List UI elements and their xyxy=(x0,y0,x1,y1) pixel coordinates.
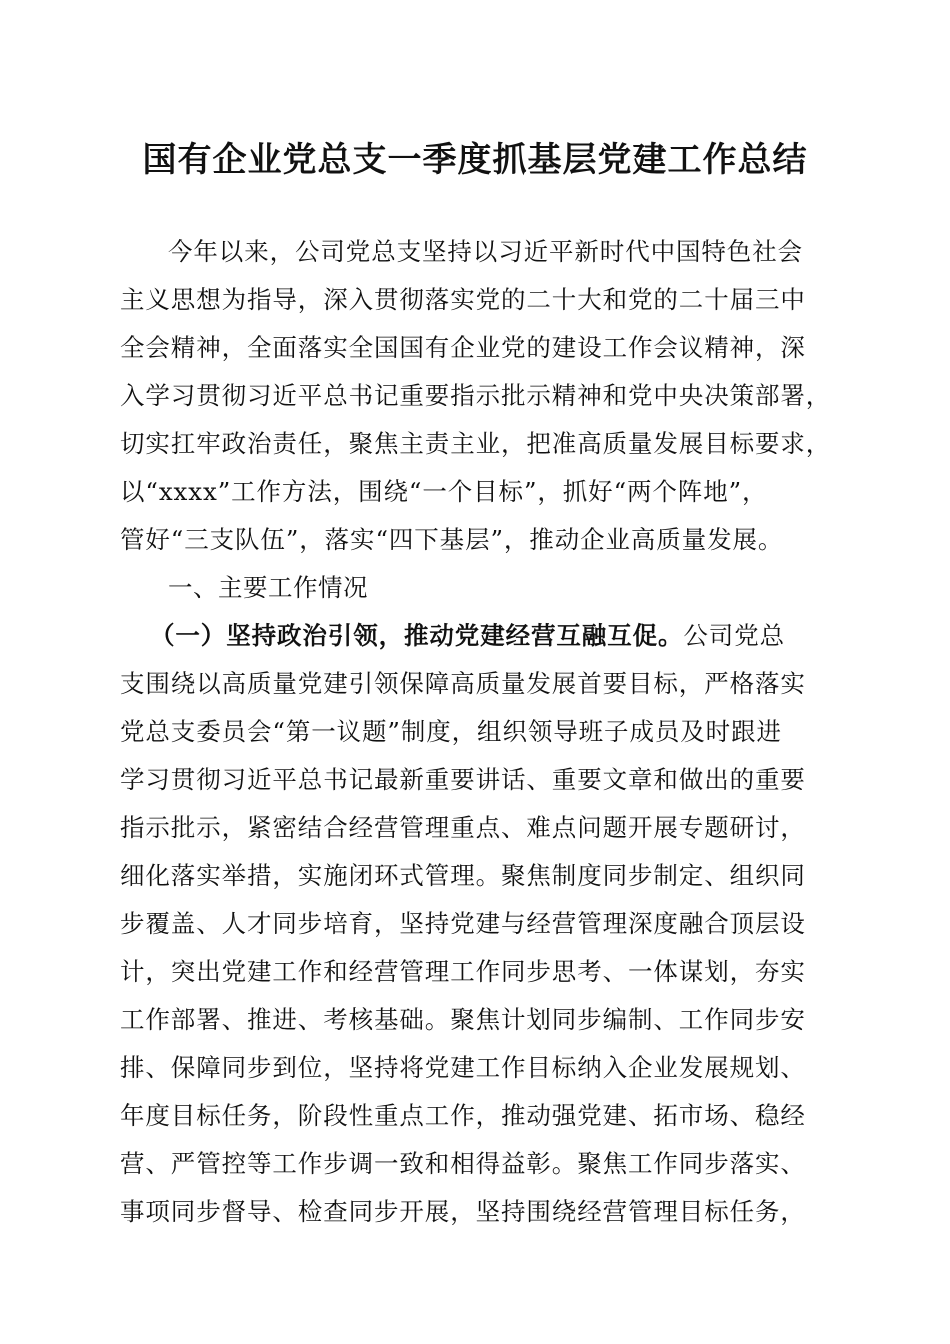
body-line: 工作部署、推进、考核基础。聚焦计划同步编制、工作同步安 xyxy=(120,1005,806,1034)
body-line: 营、严管控等工作步调一致和相得益彰。聚焦工作同步落实、 xyxy=(120,1149,806,1178)
intro-line: 以“xxxx”工作方法，围绕“一个目标”，抓好“两个阵地”， xyxy=(120,477,768,506)
intro-line: 入学习贯彻习近平总书记重要指示批示精神和党中央决策部署， xyxy=(120,381,832,410)
body-line: 事项同步督导、检查同步开展，坚持围绕经营管理目标任务， xyxy=(120,1197,806,1226)
intro-line: 今年以来，公司党总支坚持以习近平新时代中国特色社会 xyxy=(168,237,803,266)
body-line: 计，突出党建工作和经营管理工作同步思考、一体谋划，夯实 xyxy=(120,957,806,986)
intro-line: 主义思想为指导，深入贯彻落实党的二十大和党的二十届三中 xyxy=(120,285,806,314)
subsection-text: 公司党总 xyxy=(683,621,786,650)
intro-line: 管好“三支队伍”，落实“四下基层”，推动企业高质量发展。 xyxy=(120,525,784,554)
document-title: 国有企业党总支一季度抓基层党建工作总结 xyxy=(142,140,808,180)
intro-line: 切实扛牢政治责任，聚焦主责主业，把准高质量发展目标要求， xyxy=(120,429,832,458)
body-line: 年度目标任务，阶段性重点工作，推动强党建、拓市场、稳经 xyxy=(120,1101,806,1130)
body-line: 细化落实举措，实施闭环式管理。聚焦制度同步制定、组织同 xyxy=(120,861,806,890)
subsection-first-line xyxy=(150,621,832,651)
body-line: 学习贯彻习近平总书记最新重要讲话、重要文章和做出的重要 xyxy=(120,765,806,794)
subsection-heading: （一）坚持政治引领，推动党建经营互融互促。 xyxy=(150,621,684,650)
body-line: 指示批示，紧密结合经营管理重点、难点问题开展专题研讨， xyxy=(120,813,806,842)
body-line: 排、保障同步到位，坚持将党建工作目标纳入企业发展规划、 xyxy=(120,1053,806,1082)
body-line: 步覆盖、人才同步培育，坚持党建与经营管理深度融合顶层设 xyxy=(120,909,806,938)
section-heading: 一、主要工作情况 xyxy=(168,573,368,602)
body-line: 党总支委员会“第一议题”制度，组织领导班子成员及时跟进 xyxy=(120,717,782,746)
body-line: 支围绕以高质量党建引领保障高质量发展首要目标，严格落实 xyxy=(120,669,806,698)
intro-line: 全会精神，全面落实全国国有企业党的建设工作会议精神，深 xyxy=(120,333,806,362)
